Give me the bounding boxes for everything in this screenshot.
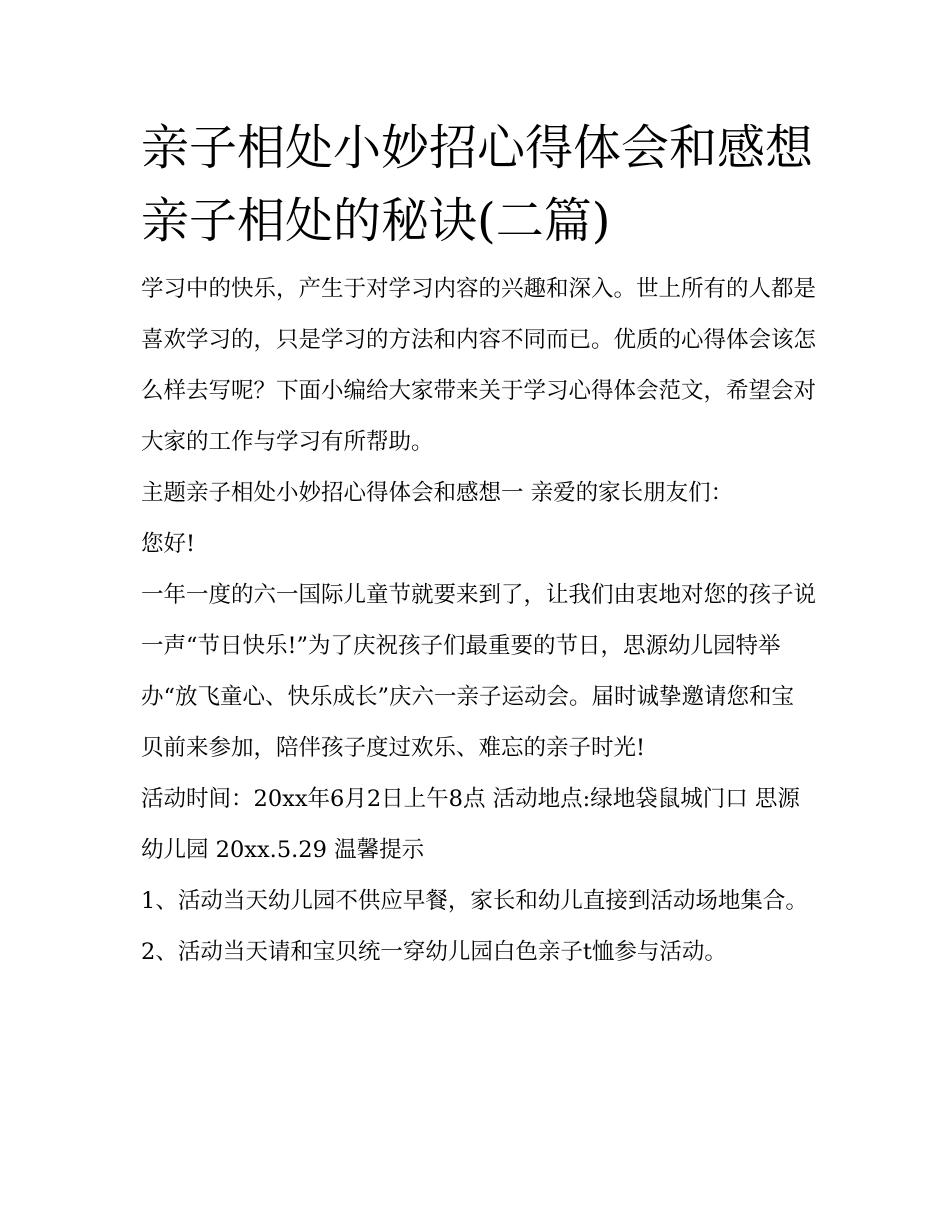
- paragraph-invitation: 一年一度的六一国际儿童节就要来到了，让我们由衷地对您的孩子说一声“节日快乐!”为了庆祝孩子们最重要的节日，思源幼儿园特举办“放飞童心、快乐成长”庆六一亲子运动会。届时诚挚邀请您和宝贝前来参加，陪伴孩子度过欢乐、难忘的亲子时光!: [141, 582, 817, 761]
- document-body: [141, 112, 816, 978]
- paragraph-topic-salutation: 主题亲子相处小妙招心得体会和感想一 亲爱的家长朋友们：: [141, 480, 734, 506]
- paragraph-greeting: 您好!: [141, 531, 196, 557]
- paragraph-tips: 1、活动当天幼儿园不供应早餐，家长和幼儿直接到活动场地集合。 2、活动当天请和宝贝统一穿幼儿园白色亲子t恤参与活动。: [141, 888, 808, 965]
- document-title: 亲子相处小妙招心得体会和感想 亲子相处的秘诀(二篇): [141, 120, 814, 249]
- paragraph-intro: 学习中的快乐，产生于对学习内容的兴趣和深入。世上所有的人都是喜欢学习的，只是学习的方法和内容不同而已。优质的心得体会该怎么样去写呢？下面小编给大家带来关于学习心得体会范文，希望会对大家的工作与学习有所帮助。: [141, 276, 817, 455]
- paragraph-event-details: 活动时间：20xx年6月2日上午8点 活动地点:绿地袋鼠城门口 思源幼儿园 20xx.5.29 温馨提示: [141, 786, 800, 863]
